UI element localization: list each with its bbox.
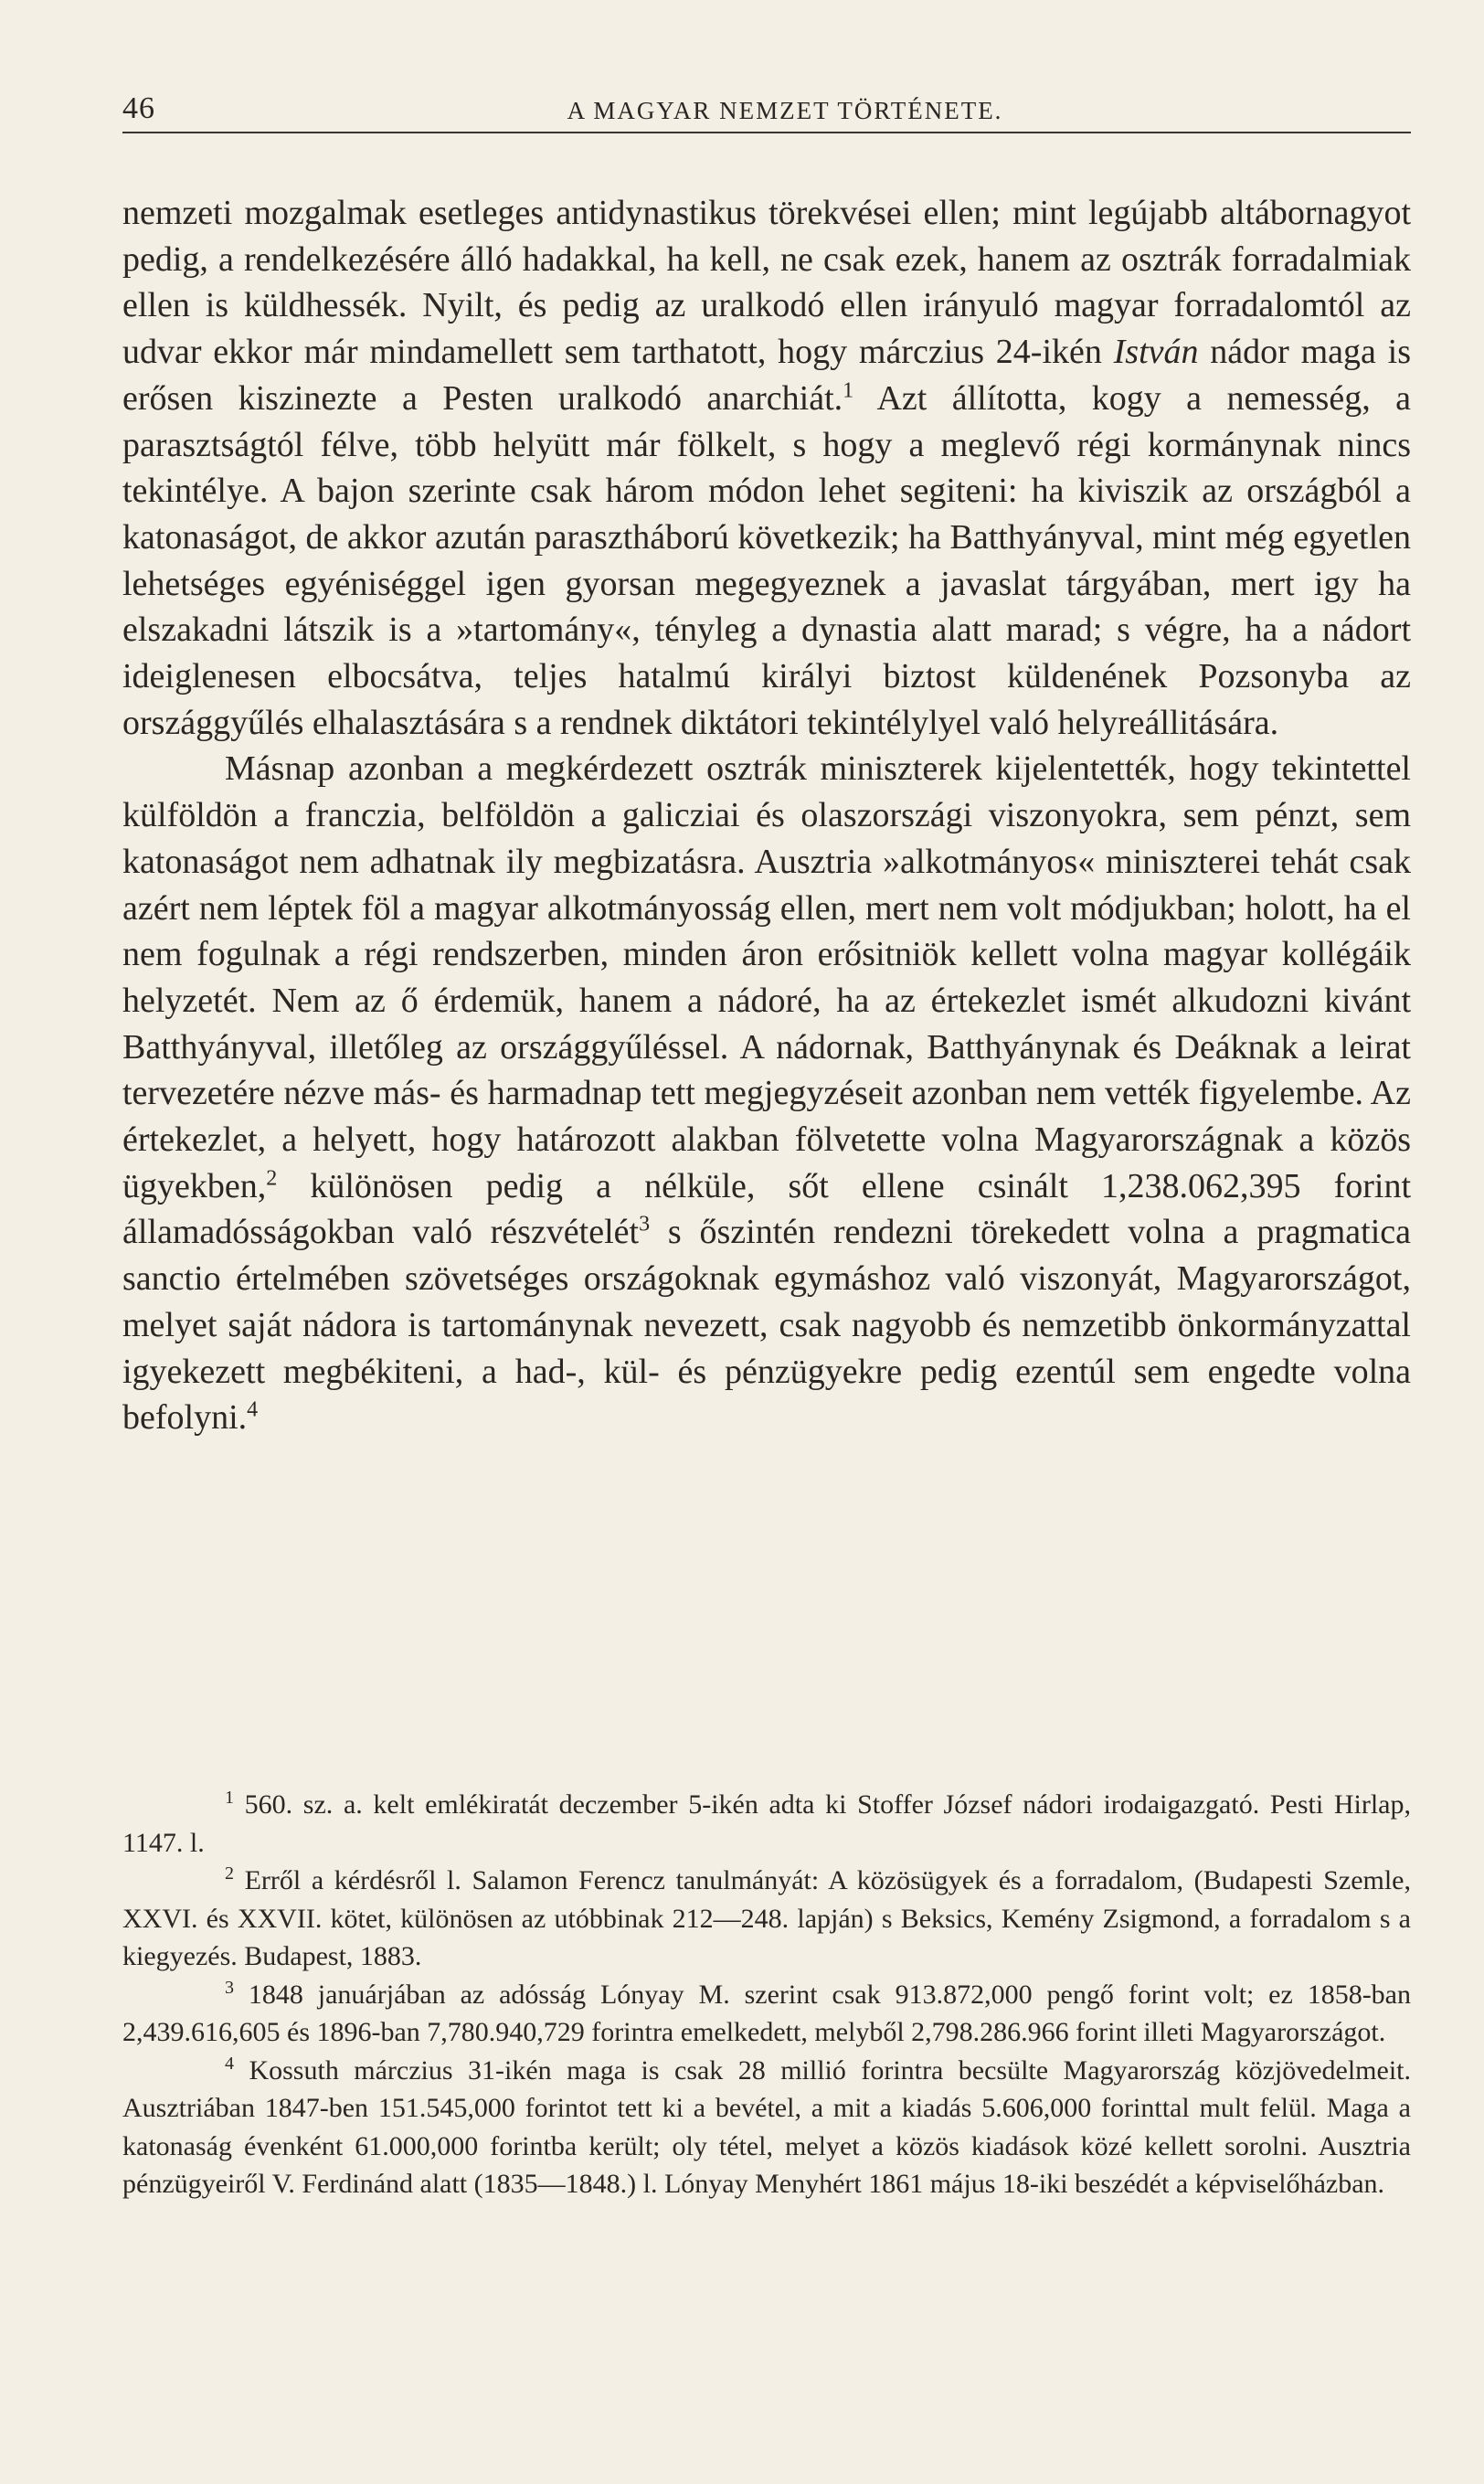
footnote bbox=[122, 1862, 1411, 1976]
running-title: A MAGYAR NEMZET TÖRTÉNETE. bbox=[567, 97, 1003, 124]
footnote-text: 1848 januárjában az adósság Lónyay M. szerint csak 913.872,000 pengő forint volt; ez 1858-ban 2,439.616,605 és 1896-ban 7,780.940,729 forintra emelkedett, melyből 2,798.286.966 forint illeti Magyarországot. bbox=[122, 1979, 1411, 2047]
text-run: nemzeti mozgalmak esetleges antidynastikus törekvései ellen; mint legújabb altábornagyot pedig, a rendelkezésére álló hadakkal, ha kell, ne csak ezek, hanem az osztrák forradalmiak ellen is küldhessék. Nyilt, és pedig az uralkodó ellen irányuló magyar forradalomtól az udvar ekkor már mindamellett sem tarthatott, hogy márczius 24-ikén bbox=[122, 194, 1411, 372]
footnote-text: Kossuth márczius 31-ikén maga is csak 28 millió forintra becsülte Magyarország közjövedelmeit. Ausztriában 1847-ben 151.545,000 forintot tett ki a bevétel, a mit a kiadás 5.606,000 forinttal mult felül. Maga a katonaság évenként 61.000,000 forintba került; oly tétel, melyet a közös kiadások közé kellett sorolni. Ausztria pénzügyeiről V. Ferdinánd alatt (1835—1848.) l. Lónyay Menyhért 1861 május 18-iki beszédét a képviselőházban. bbox=[122, 2054, 1411, 2199]
emphasized-name: István bbox=[1113, 333, 1199, 372]
page-header bbox=[122, 91, 1411, 133]
text-run: nádor maga is erősen kiszinezte a Pesten uralkodó anarchiát. bbox=[122, 333, 1411, 418]
footnote-mark: 4 bbox=[225, 2053, 234, 2074]
footnotes bbox=[122, 1786, 1411, 2203]
footnote-mark: 2 bbox=[225, 1863, 234, 1884]
footnote-ref-2: 2 bbox=[266, 1166, 278, 1191]
footnote bbox=[122, 1976, 1411, 2052]
footnote-mark: 1 bbox=[225, 1788, 234, 1808]
footnote-mark: 3 bbox=[225, 1977, 234, 1998]
text-run: s őszintén rendezni törekedett volna a pragmatica sanctio értelmében szövetséges országoknak egymáshoz való viszonyát, Magyarországot, melyet saját nádora is tartománynak nevezett, csak nagyobb és nemzetibb önkormányzattal igyekezett megbékiteni, a had-, kül- és pénzügyekre pedig ezentúl sem engedte volna befolyni. bbox=[122, 1213, 1411, 1438]
footnote-text: Erről a kérdésről l. Salamon Ferencz tanulmányát: A közösügyek és a forradalom, (Budapesti Szemle, XXVI. és XXVII. kötet, különösen az utóbbinak 212—248. lapján) s Beksics, Kemény Zsigmond, a forradalom s a kiegyezés. Budapest, 1883. bbox=[122, 1865, 1411, 1971]
footnote-ref-3: 3 bbox=[639, 1212, 651, 1237]
paragraph-1 bbox=[122, 190, 1411, 746]
main-text bbox=[122, 190, 1411, 1441]
footnote-ref-1: 1 bbox=[843, 378, 854, 403]
paragraph-2 bbox=[122, 746, 1411, 1441]
page-number: 46 bbox=[122, 91, 155, 125]
footnote-text: 560. sz. a. kelt emlékiratát deczember 5-ikén adta ki Stoffer József nádori irodaigazgató. Pesti Hirlap, 1147. l. bbox=[122, 1789, 1411, 1858]
footnote-ref-4: 4 bbox=[247, 1397, 259, 1422]
footnote bbox=[122, 1786, 1411, 1862]
footnote bbox=[122, 2052, 1411, 2203]
text-run: Másnap azonban a megkérdezett osztrák miniszterek kijelentették, hogy tekintettel külföldön a franczia, belföldön a galicziai és olaszországi viszonyokra, sem pénzt, sem katonaságot nem adhatnak ily megbizatásra. Ausztria »alkotmányos« miniszterei tehát csak azért nem léptek föl a magyar alkotmányosság ellen, mert nem volt módjukban; holott, ha el nem fogulnak a régi rendszerben, minden áron erősitniök kellett volna magyar kollégáik helyzetét. Nem az ő érdemük, hanem a nádoré, ha az értekezlet ismét alkudozni kivánt Batthyányval, illetőleg az országgyűléssel. A nádornak, Batthyánynak és Deáknak a leirat tervezetére nézve más- és harmadnap tett megjegyzéseit azonban nem vették figyelembe. Az értekezlet, a helyett, hogy határozott alakban fölvetette volna Magyarországnak a közös ügyekben, bbox=[122, 749, 1411, 1205]
text-run: különösen pedig a nélküle, sőt ellene csinált 1,238.062,395 forint államadósságokban való részvételét bbox=[122, 1166, 1411, 1252]
text-run: Azt állította, kogy a nemesség, a parasztságtól félve, több helyütt már fölkelt, s hogy a meglevő régi kormánynak nincs tekintélye. A bajon szerinte csak három módon lehet segiteni: ha kiviszik az országból a katonaságot, de akkor azután parasztháború következik; ha Batthyányval, mint még egyetlen lehetséges egyéniséggel igen gyorsan megegyeznek a javaslat tárgyában, mert igy ha elszakadni látszik is a »tartomány«, tényleg a dynastia alatt marad; s végre, ha a nádort ideiglenesen elbocsátva, teljes hatalmú királyi biztost küldenének Pozsonyba az országgyűlés elhalasztására s a rendnek diktátori tekintélylyel való helyreállitására. bbox=[122, 378, 1411, 742]
